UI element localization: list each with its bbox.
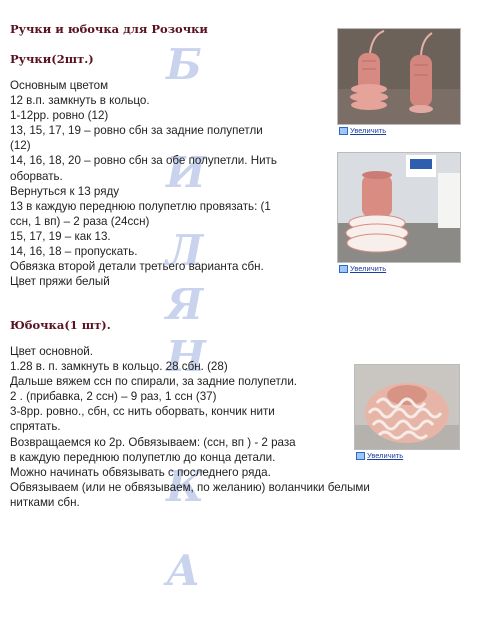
watermark-letter-7: А [166,546,201,595]
text-line: 13 в каждую переднюю полупетлю провязать: (1 [10,199,271,213]
zoom-icon [339,127,348,135]
zoom-icon [339,265,348,273]
text-line: Возвращаемся ко 2р. Обвязываем: (ссн, вп ) - 2 раза [10,435,296,449]
text-line: Обвязка второй детали третьего варианта сбн. [10,260,264,274]
text-line: Вернуться к 13 ряду [10,184,120,198]
text-line: 1.28 в. п. замкнуть в кольцо. 28 сбн. (28) [10,360,228,374]
zoom-link-1[interactable] [339,126,386,135]
text-line: Основным цветом [10,79,109,92]
text-line: 14, 16, 18 – пропускать. [10,245,138,259]
zoom-link-3[interactable] [356,451,403,460]
text-line: Обвязываем (или не обвязываем, по желанию) воланчики белыми [10,480,370,494]
watermark-letter-6: К [166,462,205,511]
text-line: 15, 17, 19 – как 13. [10,229,111,243]
photo-handles[interactable] [337,28,461,125]
watermark-letter-5: Н [166,332,206,381]
text-line: Цвет пряжи белый [10,275,110,289]
section-heading-skirt: Юбочка(1 шт). [10,318,111,332]
section-heading-handles: Ручки(2шт.) [10,52,94,66]
zoom-label: Увеличить [350,264,387,273]
zoom-link-2[interactable] [339,264,386,273]
zoom-label: Увеличить [350,126,387,135]
text-line: ссн, 1 вп) – 2 раза (24ссн) [10,214,150,228]
text-line: (12) [10,139,31,153]
text-line: спрятать. [10,420,61,434]
text-line: 2 . (прибавка, 2 ссн) – 9 раз, 1 ссн (37) [10,390,217,404]
photo-skirt[interactable] [354,364,460,450]
text-line: 3-8рр. ровно., сбн, сс нить оборвать, кончик нити [10,405,275,419]
zoom-label: Увеличить [367,451,404,460]
watermark-letter-1: Б [166,40,202,89]
photo-handle-ruffle[interactable] [337,152,461,263]
text-line: 13, 15, 17, 19 – ровно сбн за задние полупетли [10,124,263,138]
watermark-letter-2: И [166,148,206,197]
text-line: оборвать. [10,169,63,183]
text-line: 12 в.п. замкнуть в кольцо. [10,94,150,108]
text-line: 14, 16, 18, 20 – ровно сбн за обе полупетли. Нить [10,154,277,168]
text-line: Дальше вяжем ссн по спирали, за задние полупетли. [10,375,298,389]
text-line: Можно начинать обвязывать с последнего ряда. [10,465,271,479]
page-title: Ручки и юбочка для Розочки [10,22,208,36]
text-line: Цвет основной. [10,345,94,358]
text-line: нитками сбн. [10,495,80,509]
zoom-icon [356,452,365,460]
section-body-handles [10,78,340,289]
watermark-letter-4: Я [166,280,204,329]
text-line: 1-12рр. ровно (12) [10,109,109,123]
watermark-letter-3: Л [166,226,204,275]
text-line: в каждую переднюю полупетлю до конца детали. [10,450,276,464]
